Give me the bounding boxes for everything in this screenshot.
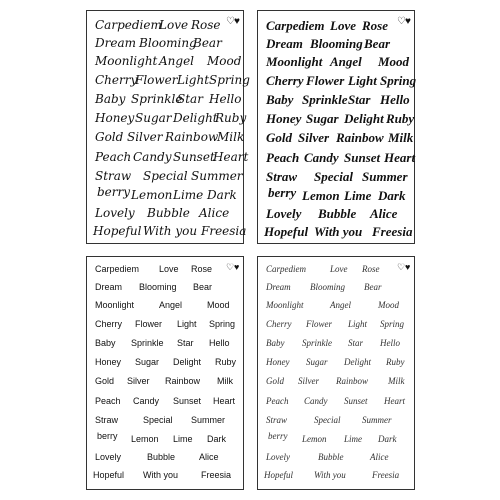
sticker-word: Blooming xyxy=(139,282,177,292)
sticker-word: Sprinkle xyxy=(131,338,164,348)
sticker-word: Delight xyxy=(344,111,384,126)
sticker-word: Heart xyxy=(384,150,416,165)
sticker-word: Straw xyxy=(95,415,119,425)
sticker-word: Bear xyxy=(364,36,390,51)
sticker-word: Milk xyxy=(388,130,414,145)
sticker-word: Lemon xyxy=(302,434,327,444)
sticker-word: Honey xyxy=(95,111,135,125)
sticker-word: Cherry xyxy=(266,73,304,88)
sticker-word: Sprinkle xyxy=(131,92,183,106)
sticker-word: Silver xyxy=(127,376,150,386)
sticker-word: Star xyxy=(348,92,371,107)
sticker-word: Light xyxy=(177,73,210,87)
sticker-word: Lovely xyxy=(95,206,135,220)
sticker-word: Flower xyxy=(135,319,163,329)
sticker-word: Lemon xyxy=(302,188,340,203)
sticker-word: Carpediem xyxy=(95,264,140,274)
sticker-word: Bubble xyxy=(147,452,176,462)
sticker-word: Light xyxy=(348,319,368,329)
sticker-word: Hopeful xyxy=(264,224,309,239)
sticker-word: Silver xyxy=(127,130,163,144)
sticker-word: Lime xyxy=(173,188,204,202)
sticker-word: Sunset xyxy=(173,150,215,164)
sticker-word: Bear xyxy=(364,282,382,292)
sticker-word: Lemon xyxy=(131,188,173,202)
sticker-word: Dark xyxy=(207,188,237,202)
sticker-word: Hello xyxy=(209,338,230,348)
sticker-word: Candy xyxy=(304,396,328,406)
sticker-word: With you xyxy=(143,224,198,238)
sticker-word: Gold xyxy=(266,130,292,145)
sticker-word: Carpediem xyxy=(266,264,306,274)
sticker-word: Sugar xyxy=(135,357,160,367)
sticker-word: Sugar xyxy=(306,111,339,126)
sticker-word: Blooming xyxy=(139,36,197,50)
sticker-sheet-serif-italic xyxy=(86,10,250,244)
sticker-word: Love xyxy=(159,264,179,274)
sticker-word: Moonlight xyxy=(266,300,304,310)
sticker-word: Angel xyxy=(330,300,351,310)
sticker-word: With you xyxy=(314,470,346,480)
sticker-word: Lemon xyxy=(131,434,159,444)
heart-outline-icon: ♡ xyxy=(226,262,235,272)
sticker-sheet-sans xyxy=(86,256,244,490)
sticker-word: Special xyxy=(314,415,341,425)
sticker-word: Ruby xyxy=(215,111,247,125)
heart-filled-icon: ♥ xyxy=(234,16,240,27)
sticker-word: Ruby xyxy=(386,357,405,367)
heart-outline-icon: ♡ xyxy=(397,262,406,272)
sticker-word: Moonlight xyxy=(266,54,323,69)
sticker-word: Sugar xyxy=(135,111,172,125)
sticker-word: Bubble xyxy=(318,206,357,221)
sticker-word: Hopeful xyxy=(93,470,125,480)
sticker-word: Ruby xyxy=(215,357,237,367)
sticker-word: Gold xyxy=(266,376,284,386)
sticker-word: Spring xyxy=(380,319,405,329)
sticker-word: Bubble xyxy=(147,206,190,220)
sticker-word: Rose xyxy=(191,18,221,32)
heart-filled-icon: ♥ xyxy=(405,262,411,272)
sticker-word: Special xyxy=(143,169,188,183)
sticker-word: Summer xyxy=(362,169,408,184)
sticker-word: Freesia xyxy=(201,224,247,238)
sticker-word: Hello xyxy=(380,92,410,107)
sticker-word: Silver xyxy=(298,130,330,145)
sticker-word: Sugar xyxy=(306,357,328,367)
sticker-word: Freesia xyxy=(372,224,413,239)
sticker-word: Dream xyxy=(266,36,303,51)
sticker-word: Alice xyxy=(370,452,389,462)
sticker-word: Baby xyxy=(95,92,126,106)
sticker-word: Love xyxy=(330,264,348,274)
sticker-word: Carpediem xyxy=(266,18,325,33)
sticker-word: Lime xyxy=(173,434,193,444)
sticker-word: Baby xyxy=(266,338,285,348)
sticker-word: Angel xyxy=(159,300,183,310)
sticker-word: Dream xyxy=(95,36,136,50)
sticker-word: Hopeful xyxy=(264,470,293,480)
sticker-word: Gold xyxy=(95,130,124,144)
sticker-word: With you xyxy=(143,470,179,480)
sticker-word: Lovely xyxy=(266,206,302,221)
sticker-word: Cherry xyxy=(95,73,138,87)
sticker-word: Bubble xyxy=(318,452,344,462)
sticker-word: Alice xyxy=(199,452,219,462)
sticker-word: Baby xyxy=(266,92,294,107)
sticker-word: Freesia xyxy=(201,470,232,480)
sticker-word: Cherry xyxy=(266,319,292,329)
sticker-word: Mood xyxy=(207,300,230,310)
sticker-word: Hello xyxy=(380,338,400,348)
sticker-word: Heart xyxy=(384,396,405,406)
sticker-word: Summer xyxy=(191,415,226,425)
sticker-word: With you xyxy=(314,224,363,239)
sticker-word: Dark xyxy=(207,434,227,444)
sticker-word: Spring xyxy=(380,73,417,88)
sticker-word: Love xyxy=(330,18,356,33)
sticker-word: Candy xyxy=(304,150,339,165)
sticker-sheet-thin-script xyxy=(257,256,415,490)
sticker-word: Delight xyxy=(173,111,218,125)
sticker-word: Lovely xyxy=(266,452,290,462)
sticker-word: Mood xyxy=(378,300,399,310)
sticker-word: Hello xyxy=(209,92,242,106)
sticker-word: Peach xyxy=(95,150,132,164)
sticker-word: Star xyxy=(177,338,194,348)
sticker-word: Special xyxy=(143,415,173,425)
sticker-word: Sprinkle xyxy=(302,338,332,348)
sticker-word: Rose xyxy=(191,264,213,274)
sticker-word: Flower xyxy=(306,73,345,88)
sticker-word: Flower xyxy=(306,319,332,329)
sticker-word: Freesia xyxy=(372,470,400,480)
heart-outline-icon: ♡ xyxy=(397,16,406,27)
sticker-word: Mood xyxy=(378,54,410,69)
sticker-word: berry xyxy=(268,185,297,200)
sticker-word: Hopeful xyxy=(93,224,142,238)
sticker-word: Milk xyxy=(217,130,245,144)
sticker-word: Sunset xyxy=(173,396,202,406)
sticker-word: Moonlight xyxy=(95,300,135,310)
sticker-word: Straw xyxy=(95,169,132,183)
sticker-word: Flower xyxy=(135,73,178,87)
heart-outline-icon: ♡ xyxy=(226,16,235,27)
sticker-word: Cherry xyxy=(95,319,123,329)
sticker-word: Sunset xyxy=(344,150,381,165)
sticker-word: Delight xyxy=(344,357,371,367)
sticker-word: Rose xyxy=(362,264,380,274)
sticker-word: Rose xyxy=(362,18,388,33)
sticker-word: Special xyxy=(314,169,353,184)
sticker-word: Peach xyxy=(266,150,300,165)
sticker-word: Straw xyxy=(266,415,288,425)
sticker-word: Peach xyxy=(95,396,121,406)
sticker-word: Peach xyxy=(266,396,289,406)
sticker-word: Rainbow xyxy=(165,130,219,144)
sticker-word: berry xyxy=(268,431,288,441)
sticker-word: Honey xyxy=(266,357,290,367)
sticker-word: Delight xyxy=(173,357,202,367)
sticker-word: Rainbow xyxy=(336,376,369,386)
sticker-word: Mood xyxy=(207,54,242,68)
sticker-sheet-bold-script xyxy=(257,10,415,244)
sticker-word: Lime xyxy=(344,434,362,444)
sticker-word: Candy xyxy=(133,396,160,406)
sticker-word: Rainbow xyxy=(165,376,201,386)
sticker-word: Alice xyxy=(370,206,398,221)
sticker-word: Dream xyxy=(266,282,291,292)
sticker-word: Lovely xyxy=(95,452,122,462)
sticker-word: Honey xyxy=(95,357,122,367)
sticker-word: Moonlight xyxy=(95,54,158,68)
sticker-word: Star xyxy=(177,92,203,106)
heart-filled-icon: ♥ xyxy=(405,16,411,27)
sticker-word: Dream xyxy=(95,282,123,292)
sticker-word: Gold xyxy=(95,376,115,386)
sticker-word: Ruby xyxy=(386,111,415,126)
sticker-word: Spring xyxy=(209,319,236,329)
sticker-word: Rainbow xyxy=(336,130,384,145)
sticker-word: Blooming xyxy=(310,282,345,292)
sticker-word: Angel xyxy=(330,54,362,69)
sticker-word: Bear xyxy=(193,282,213,292)
sticker-word: Baby xyxy=(95,338,116,348)
sticker-word: Star xyxy=(348,338,364,348)
sticker-word: Heart xyxy=(213,150,249,164)
sticker-word: Carpediem xyxy=(95,18,162,32)
sticker-word: Summer xyxy=(362,415,392,425)
sticker-word: Light xyxy=(348,73,377,88)
sticker-word: Blooming xyxy=(310,36,363,51)
heart-filled-icon: ♥ xyxy=(234,262,240,272)
sticker-word: Lime xyxy=(344,188,372,203)
sticker-word: Honey xyxy=(266,111,302,126)
sticker-word: Sprinkle xyxy=(302,92,348,107)
sticker-word: Bear xyxy=(193,36,222,50)
sticker-word: Candy xyxy=(133,150,172,164)
sticker-word: Milk xyxy=(217,376,233,386)
sticker-word: Milk xyxy=(388,376,405,386)
sticker-word: Sunset xyxy=(344,396,368,406)
sticker-word: Spring xyxy=(209,73,250,87)
sticker-word: Silver xyxy=(298,376,319,386)
sticker-word: Dark xyxy=(378,434,397,444)
sticker-word: Alice xyxy=(199,206,230,220)
sticker-word: Dark xyxy=(378,188,406,203)
sticker-word: Heart xyxy=(213,396,236,406)
sticker-word: Angel xyxy=(159,54,195,68)
sticker-word: Summer xyxy=(191,169,243,183)
sticker-word: berry xyxy=(97,185,131,199)
sticker-word: berry xyxy=(97,431,118,441)
sticker-word: Straw xyxy=(266,169,298,184)
sticker-word: Love xyxy=(159,18,189,32)
sticker-word: Light xyxy=(177,319,197,329)
